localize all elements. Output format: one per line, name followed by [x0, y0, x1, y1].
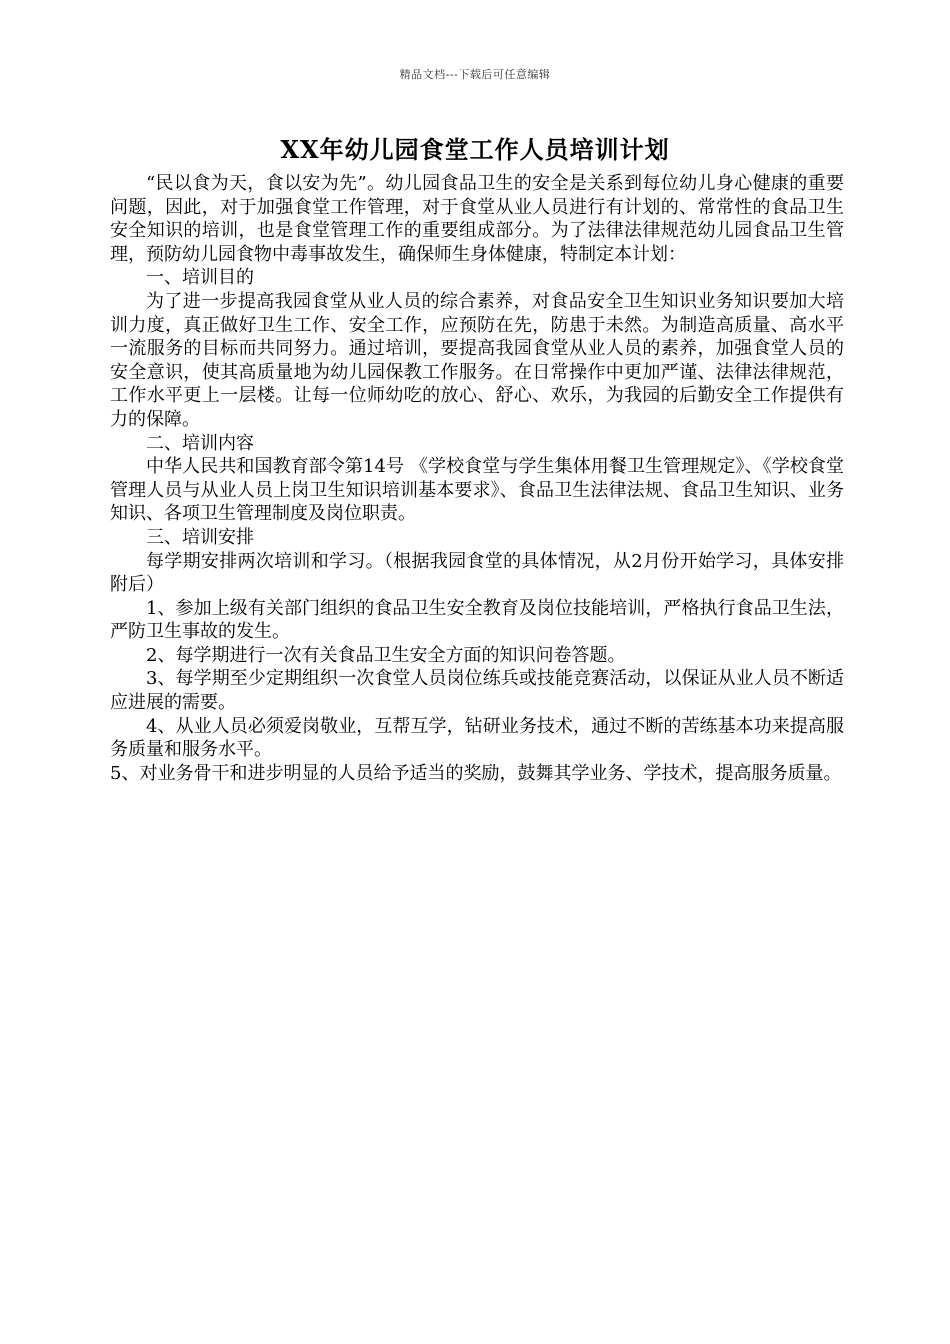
purpose-paragraph: 为了进一步提高我园食堂从业人员的综合素养，对食品安全卫生知识业务知识要加大培训力度，真正做好卫生工作、安全工作，应预防在先，防患于未然。为制造高质量、高水平一流服务的目标而共同努力。通过培训，要提高我园食堂从业人员的素养，加强食堂人员的安全意识，使其高质量地为幼儿园保教工作服务。在日常操作中更加严谨、法律法律规范，工作水平更上一层楼。让每一位师幼吃的放心、舒心、欢乐，为我园的后勤安全工作提供有力的保障。 [110, 290, 844, 430]
section-heading-content: 二、培训内容 [146, 432, 254, 454]
list-item-3: 3、每学期至少定期组织一次食堂人员岗位练兵或技能竞赛活动，以保证从业人员不断适应进展的需要。 [110, 668, 844, 714]
document-body [110, 172, 844, 785]
list-item-4: 4、从业人员必须爱岗敬业，互帮互学，钻研业务技术，通过不断的苦练基本功来提高服务质量和服务水平。 [110, 715, 844, 761]
list-item-2: 2、每学期进行一次有关食品卫生安全方面的知识问卷答题。 [146, 644, 626, 666]
intro-paragraph: “民以食为天，食以安为先”。幼儿园食品卫生的安全是关系到每位幼儿身心健康的重要问题，因此，对于加强食堂工作管理，对于食堂从业人员进行有计划的、常常性的食品卫生安全知识的培训，也是食堂管理工作的重要组成部分。为了法律法律规范幼儿园食品卫生管理，预防幼儿园食物中毒事故发生，确保师生身体健康，特制定本计划： [110, 173, 844, 265]
header-note: 精品文档---下载后可任意编辑 [399, 68, 551, 81]
content-paragraph: 中华人民共和国教育部令第14号 《学校食堂与学生集体用餐卫生管理规定》、《学校食堂管理人员与从业人员上岗卫生知识培训基本要求》、食品卫生法律法规、食品卫生知识、业务知识、各项卫生管理制度及岗位职责。 [110, 456, 844, 525]
section-heading-purpose: 一、培训目的 [146, 267, 254, 289]
arrangement-paragraph: 每学期安排两次培训和学习。（根据我园食堂的具体情况，从2月份开始学习，具体安排附后） [110, 550, 844, 596]
list-item-5: 5、对业务骨干和进步明显的人员给予适当的奖励，鼓舞其学业务、学技术，提高服务质量。 [110, 762, 842, 784]
document-title: XX年幼儿园食堂工作人员培训计划 [280, 135, 670, 164]
section-heading-arrangement: 三、培训安排 [146, 526, 254, 548]
list-item-1: 1、参加上级有关部门组织的食品卫生安全教育及岗位技能培训，严格执行食品卫生法，严防卫生事故的发生。 [110, 597, 844, 643]
